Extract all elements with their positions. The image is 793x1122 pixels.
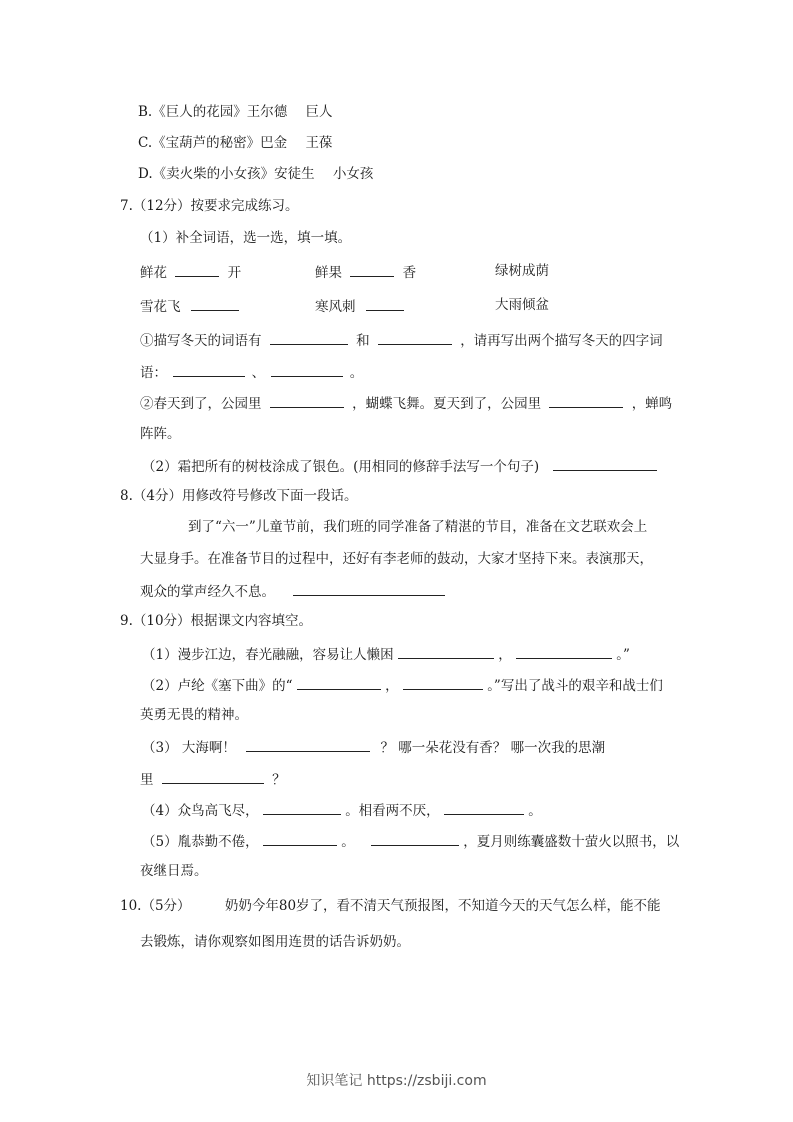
option-answer: 巨人 <box>305 104 333 120</box>
fill-blank[interactable] <box>371 831 459 846</box>
text: （4）众鸟高飞尽， <box>142 803 259 819</box>
q9-item4 <box>142 800 542 820</box>
option-answer: 小女孩 <box>332 166 374 182</box>
fill-blank[interactable] <box>549 393 623 408</box>
text: 奶奶今年80岁了，看不清天气预报图，不知道今天的天气怎么样，能不能 <box>224 898 661 914</box>
q9-item5-line2: 夜继日焉。 <box>140 863 208 879</box>
text: （2）霜把所有的树枝涂成了银色。(用相同的修辞手法写一个句子) <box>142 459 540 475</box>
text: ①描写冬天的词语有 <box>140 333 262 349</box>
text: 。”写出了战斗的艰辛和战士们 <box>487 678 663 694</box>
fill-blank[interactable] <box>516 644 612 659</box>
text: （2）卢纶《塞下曲》的“ <box>142 678 293 694</box>
word: 寒风刺 <box>315 299 356 315</box>
q9-item3-line2 <box>140 769 286 789</box>
text: （3） 大海啊！ <box>142 740 236 756</box>
q7-c2-line2: 阵阵。 <box>140 426 181 442</box>
text: ， <box>385 678 399 694</box>
text: 。 <box>528 803 542 819</box>
text: （5）胤恭勤不倦， <box>142 834 259 850</box>
q9-item2 <box>142 675 663 695</box>
fill-blank[interactable] <box>293 581 445 596</box>
text: ②春天到了，公园里 <box>140 396 262 412</box>
fill-blank[interactable] <box>263 800 341 815</box>
q8-title: 8.（4分）用修改符号修改下面一段话。 <box>120 488 358 504</box>
text: 、 <box>251 365 266 381</box>
word: 香 <box>402 265 417 281</box>
text: 。 <box>341 834 355 850</box>
option-c <box>138 134 332 152</box>
q7-part1: （1）补全词语，选一选，填一填。 <box>140 230 352 246</box>
text: 。 <box>349 365 364 381</box>
fill-blank[interactable] <box>270 393 344 408</box>
q7-word-row1c: 绿树成荫 <box>495 263 549 279</box>
q10-line1 <box>120 897 661 915</box>
q8-passage-line1: 到了“六一”儿童节前，我们班的同学准备了精湛的节目，准备在文艺联欢会上 <box>188 519 648 535</box>
fill-blank[interactable] <box>350 262 394 277</box>
q7-word-row2b <box>315 296 404 316</box>
text: ？ <box>272 772 286 788</box>
q7-word-row1 <box>140 262 241 282</box>
q8-passage-line2: 大显身手。在准备节目的过程中，还好有李老师的鼓动，大家才坚持下来。表演那天， <box>140 551 653 567</box>
text: 。” <box>616 647 630 663</box>
word: 鲜果 <box>315 265 342 281</box>
q9-item2-line2: 英勇无畏的精神。 <box>140 707 248 723</box>
text: 语： <box>140 365 167 381</box>
option-label: D.《卖火柴的小女孩》安徒生 <box>138 166 315 182</box>
text: 里 <box>140 772 154 788</box>
q9-item5 <box>142 831 679 851</box>
text: ，请再写出两个描写冬天的四字词 <box>460 333 663 349</box>
fill-blank[interactable] <box>398 644 494 659</box>
text: 和 <box>356 333 370 349</box>
fill-blank[interactable] <box>246 737 370 752</box>
text: ，蝉鸣 <box>631 396 673 412</box>
fill-blank[interactable] <box>297 675 381 690</box>
text: 。相看两不厌， <box>345 803 440 819</box>
option-answer: 王葆 <box>305 135 333 151</box>
fill-blank[interactable] <box>162 769 264 784</box>
text: 观众的掌声经久不息。 <box>140 584 275 600</box>
fill-blank[interactable] <box>191 296 239 311</box>
option-label: C.《宝葫芦的秘密》巴金 <box>138 135 288 151</box>
option-d <box>138 165 373 183</box>
fill-blank[interactable] <box>270 330 348 345</box>
text: ， <box>498 647 512 663</box>
q7-c1-line2 <box>140 362 363 382</box>
fill-blank[interactable] <box>444 800 524 815</box>
q7-c2-line1 <box>140 393 672 413</box>
fill-blank[interactable] <box>366 296 404 311</box>
q7-word-row1b <box>315 262 416 282</box>
fill-blank[interactable] <box>378 330 452 345</box>
fill-blank[interactable] <box>403 675 483 690</box>
q7-word-row2c: 大雨倾盆 <box>495 297 549 313</box>
text: ？ 哪一朵花没有香？ 哪一次我的思潮 <box>380 740 606 756</box>
fill-blank[interactable] <box>271 362 343 377</box>
q10-line2: 去锻炼，请你观察如图用连贯的话告诉奶奶。 <box>140 934 410 950</box>
q7-word-row2 <box>140 296 239 316</box>
text: ，蝴蝶飞舞。夏天到了，公园里 <box>352 396 542 412</box>
q7-title: 7.（12分）按要求完成练习。 <box>120 198 299 214</box>
word: 开 <box>227 265 242 281</box>
q7-part2 <box>142 456 657 476</box>
text: ，夏月则练囊盛数十萤火以照书，以 <box>463 834 680 850</box>
footer-watermark: 知识笔记 https://zsbiji.com <box>306 1073 487 1089</box>
q7-c1-line1 <box>140 330 663 350</box>
fill-blank[interactable] <box>553 456 657 471</box>
text: （1）漫步江边，春光融融，容易让人懒困 <box>142 647 394 663</box>
option-b <box>138 103 333 121</box>
word: 鲜花 <box>140 265 167 281</box>
word: 雪花飞 <box>140 299 181 315</box>
q9-item3 <box>142 737 605 757</box>
q8-passage-line3 <box>140 581 445 601</box>
q9-title: 9.（10分）根据课文内容填空。 <box>120 613 313 629</box>
text: 10.（5分） <box>120 898 191 914</box>
fill-blank[interactable] <box>263 831 337 846</box>
q9-item1 <box>142 644 630 664</box>
fill-blank[interactable] <box>175 262 219 277</box>
fill-blank[interactable] <box>173 362 245 377</box>
option-label: B.《巨人的花园》王尔德 <box>138 104 288 120</box>
